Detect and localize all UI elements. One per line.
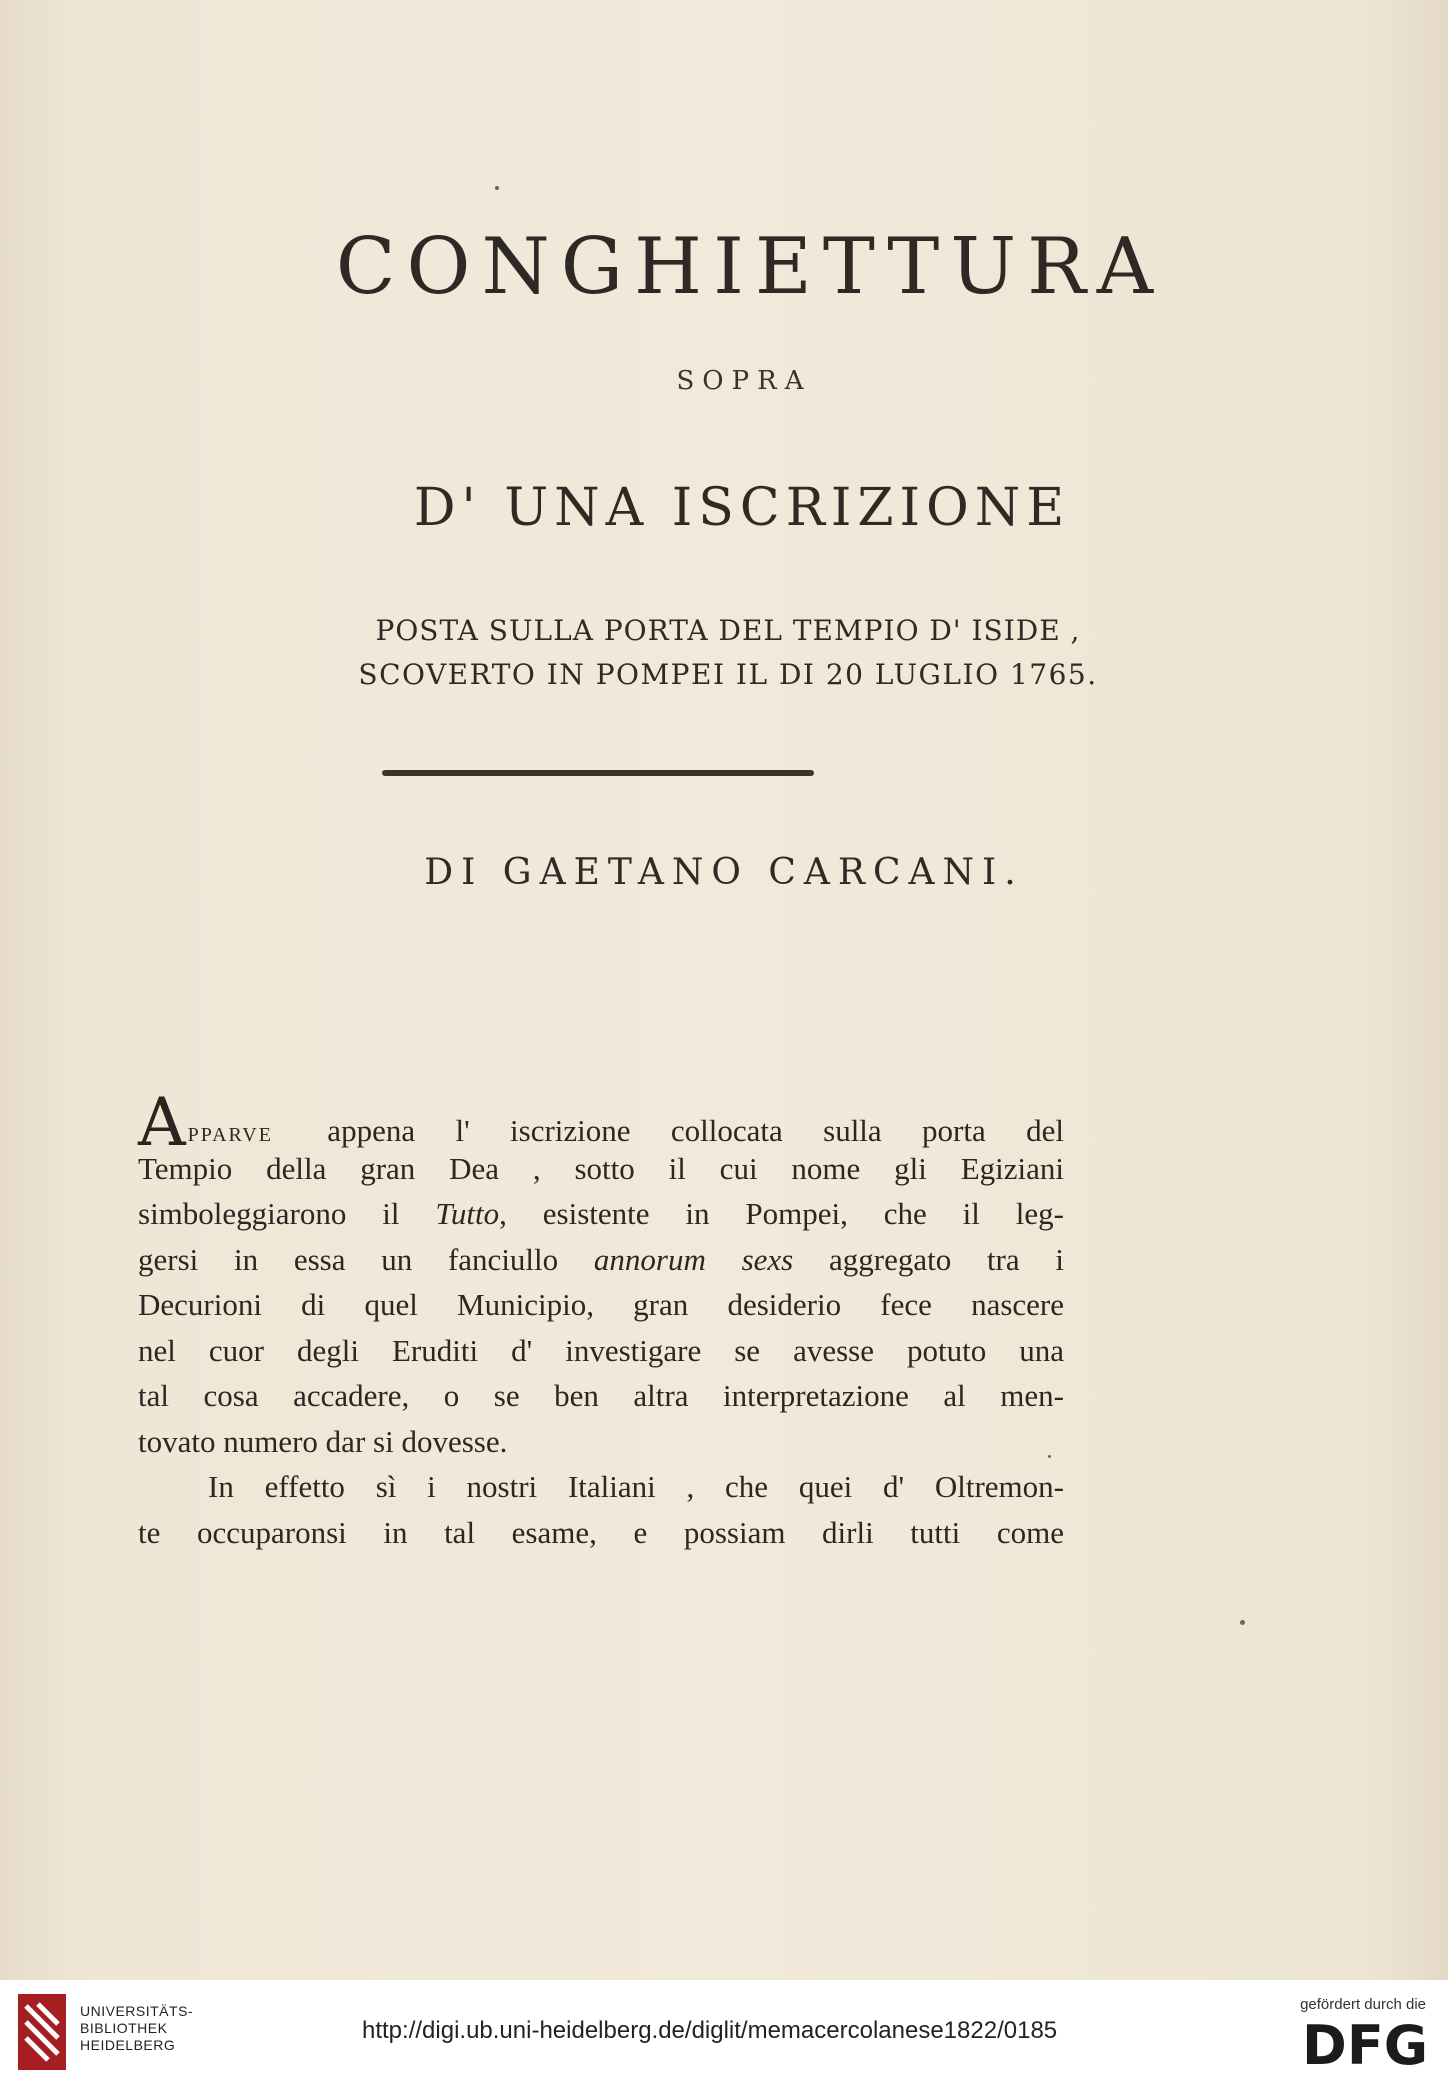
body-line — [138, 1237, 1064, 1283]
body-line — [138, 1373, 1064, 1419]
body-line-text: Decurioni di quel Municipio, gran desiderio fece nascere — [138, 1287, 1064, 1322]
document-author: DI GAETANO CARCANI. — [424, 852, 1024, 893]
body-line-text: aggregato tra i — [793, 1241, 1064, 1277]
body-line-text: In effetto sì i nostri Italiani , che quei d' Oltremon- — [208, 1469, 1064, 1504]
body-line-text: te occuparonsi in tal esame, e possiam dirli tutti come — [138, 1514, 1064, 1550]
italic-text: annorum sexs — [593, 1241, 794, 1277]
body-line — [138, 1146, 1064, 1192]
document-sopra: SOPRA — [676, 366, 812, 396]
body-line — [138, 1419, 1064, 1465]
document-title: CONGHIETTURA — [335, 222, 1165, 312]
drop-cap: A — [138, 1084, 186, 1161]
body-text — [138, 1084, 1064, 1555]
body-line-text: simboleggiarono il — [138, 1196, 436, 1231]
document-subtitle-line-1: POSTA SULLA PORTA DEL TEMPIO D' ISIDE , — [375, 614, 1081, 647]
body-line — [138, 1084, 1064, 1161]
funded-by-caption: gefördert durch die — [1300, 1996, 1426, 2013]
body-line-text: , esistente in Pompei, che il leg- — [499, 1196, 1064, 1231]
body-line-text: gersi in essa un fanciullo — [138, 1241, 594, 1277]
body-line-text: nel cuor degli Eruditi d' investigare se avesse potuto una — [138, 1332, 1064, 1368]
body-line-text: appena l' iscrizione collocata sulla porta del — [286, 1113, 1064, 1148]
decorative-rule — [382, 770, 814, 776]
document-subject: D' UNA ISCRIZIONE — [413, 478, 1071, 538]
body-line-text: tal cosa accadere, o se ben altra interpretazione al men- — [138, 1378, 1064, 1413]
paper-speck — [495, 186, 499, 190]
library-name-line: BIBLIOTHEK — [80, 2020, 168, 2036]
body-line — [138, 1510, 1064, 1556]
viewer-footer — [0, 1980, 1448, 2087]
body-line-text: Tempio della gran Dea , sotto il cui nome gli Egiziani — [138, 1150, 1064, 1186]
library-name-line: UNIVERSITÄTS- — [80, 2003, 194, 2019]
library-name — [80, 2003, 193, 2054]
dfg-logo-text: DFG — [1302, 2018, 1428, 2070]
body-line — [138, 1191, 1064, 1237]
permalink-url[interactable]: http://digi.ub.uni-heidelberg.de/diglit/memacercolanese1822/0185 — [362, 2017, 1058, 2044]
body-line — [138, 1282, 1064, 1328]
library-name-line: HEIDELBERG — [80, 2037, 176, 2053]
paper-speck — [1240, 1620, 1245, 1625]
small-caps-word: PPARVE — [187, 1124, 273, 1146]
body-line — [138, 1328, 1064, 1374]
ub-heidelberg-logo-icon[interactable] — [18, 1994, 70, 2072]
body-line — [138, 1464, 1064, 1510]
italic-text: Tutto — [435, 1196, 500, 1231]
body-line-text: tovato numero dar si dovesse. — [138, 1423, 508, 1459]
document-subtitle-line-2: SCOVERTO IN POMPEI IL DI 20 LUGLIO 1765. — [358, 658, 1098, 691]
dfg-logo-icon[interactable] — [1302, 2018, 1428, 2070]
